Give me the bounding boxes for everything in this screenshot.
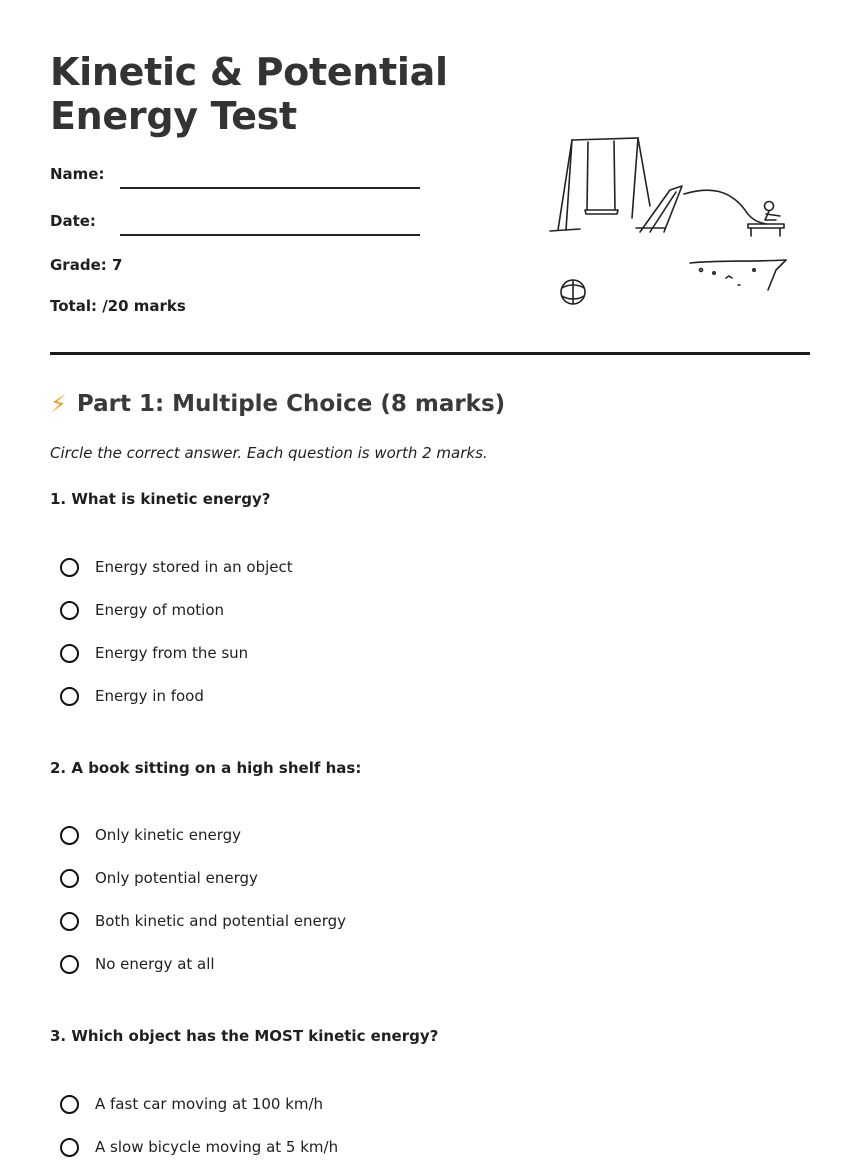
q2-option-c[interactable] [60, 909, 346, 933]
option-label: Energy stored in an object [95, 558, 293, 576]
q2-option-d[interactable] [60, 952, 215, 976]
option-label: Energy in food [95, 687, 204, 705]
radio-circle[interactable] [60, 644, 79, 663]
part1-title: Part 1: Multiple Choice (8 marks) [76, 391, 506, 417]
radio-circle[interactable] [60, 601, 79, 620]
q2-option-a[interactable] [60, 823, 241, 847]
grade-text: Grade: 7 [50, 256, 123, 274]
question-1: 1. What is kinetic energy? [50, 490, 271, 508]
part1-heading [50, 390, 505, 418]
radio-circle[interactable] [60, 1138, 79, 1157]
radio-circle[interactable] [60, 912, 79, 931]
question-2: 2. A book sitting on a high shelf has: [50, 759, 362, 777]
radio-circle[interactable] [60, 687, 79, 706]
q1-option-b[interactable] [60, 598, 224, 622]
radio-circle[interactable] [60, 955, 79, 974]
radio-circle[interactable] [60, 869, 79, 888]
radio-circle[interactable] [60, 558, 79, 577]
part1-instructions: Circle the correct answer. Each question is worth 2 marks. [50, 444, 488, 462]
q1-option-d[interactable] [60, 684, 204, 708]
option-label: Only potential energy [95, 869, 258, 887]
radio-circle[interactable] [60, 826, 79, 845]
option-label: A fast car moving at 100 km/h [95, 1095, 324, 1113]
option-label: Both kinetic and potential energy [95, 912, 347, 930]
question-3: 3. Which object has the MOST kinetic energy? [50, 1027, 439, 1045]
lightning-bolt-icon: ⚡ [50, 390, 67, 418]
option-label: Energy from the sun [95, 644, 249, 662]
total-marks-text: Total: /20 marks [50, 297, 186, 315]
option-label: Energy of motion [95, 601, 225, 619]
date-label: Date: [50, 212, 96, 230]
q3-option-b[interactable] [60, 1135, 338, 1159]
q3-option-a[interactable] [60, 1092, 323, 1116]
option-label: Only kinetic energy [95, 826, 242, 844]
header-divider [50, 352, 810, 355]
option-label: No energy at all [95, 955, 215, 973]
page-title: Kinetic & Potential Energy Test [50, 50, 448, 138]
q2-option-b[interactable] [60, 866, 258, 890]
q1-option-c[interactable] [60, 641, 248, 665]
option-label: A slow bicycle moving at 5 km/h [95, 1138, 339, 1156]
q1-option-a[interactable] [60, 555, 293, 579]
name-label: Name: [50, 165, 105, 183]
date-field[interactable] [120, 234, 420, 236]
radio-circle[interactable] [60, 1095, 79, 1114]
playground-illustration [540, 128, 800, 308]
name-field[interactable] [120, 187, 420, 189]
